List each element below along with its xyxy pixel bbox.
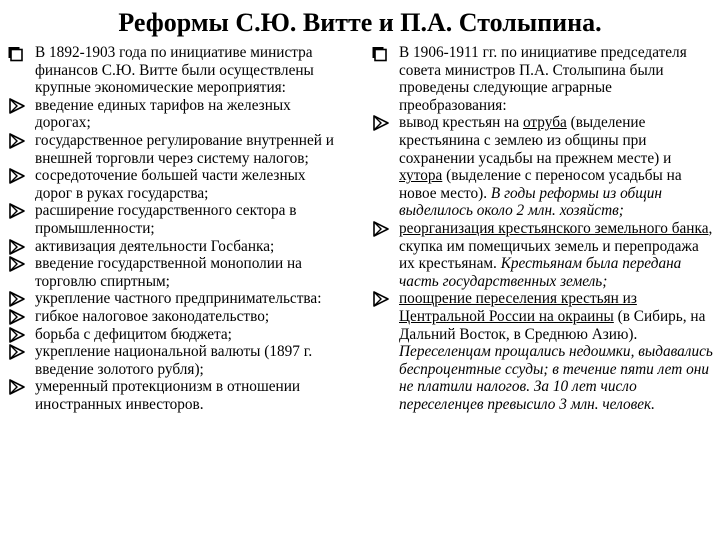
list-item-text: расширение государственного сектора в промышленности;: [35, 202, 297, 237]
witte-reforms-column: [6, 44, 346, 413]
list-item-text: борьба с дефицитом бюджета;: [35, 325, 232, 343]
arrow-bullet-icon: [7, 132, 29, 150]
checkbox-bullet-icon: [7, 44, 29, 62]
list-item: [370, 220, 713, 290]
list-item-text: гибкое налоговое законодательство;: [35, 307, 270, 325]
list-item-text: укрепление национальной валюты (1897 г. введение золотого рубля);: [35, 343, 313, 378]
arrow-bullet-icon: [7, 343, 29, 361]
list-item: [370, 114, 713, 220]
list-item-text: государственное регулирование внутренней и внешней торговли через систему налогов;: [35, 131, 334, 167]
list-item: [6, 326, 346, 344]
witte-intro-text: В 1892-1903 года по инициативе министра финансов С.Ю. Витте были осуществлены крупные экономические мероприятия:: [35, 44, 314, 97]
list-item: [370, 290, 713, 413]
checkbox-bullet-icon: [371, 44, 393, 62]
item-text: вывод крестьян на: [399, 114, 523, 132]
list-item-text: укрепление частного предпринимательства:: [35, 290, 322, 308]
bank-term: реорганизация крестьянского земельного банка: [399, 219, 709, 237]
item-note: В годы реформы из общин выделилось около 2 млн. хозяйств;: [399, 184, 662, 220]
arrow-bullet-icon: [371, 290, 393, 308]
witte-intro: [6, 44, 346, 97]
item-text: (выделение с переносом усадьбы на новое место).: [399, 167, 682, 202]
arrow-bullet-icon: [7, 167, 29, 185]
list-item: [6, 167, 346, 202]
arrow-bullet-icon: [7, 290, 29, 308]
arrow-bullet-icon: [7, 378, 29, 396]
item-text: (выделение крестьянина с землею из общины при сохранении усадьбы на прежнем месте) и: [399, 114, 672, 167]
otrub-term: отруба: [522, 114, 567, 132]
item-note: Переселенцам прощались недоимки, выдавались беспроцентные ссуды; в течение пяти лет они не платили налогов. За 10 лет число переселенцев превысило 3 млн. человек.: [399, 343, 713, 413]
slide-title: Реформы С.Ю. Витте и П.А. Столыпина.: [118, 8, 602, 37]
list-item-text: сосредоточение большей части железных дорог в руках государства;: [35, 167, 306, 202]
list-item-text: активизация деятельности Госбанка;: [35, 237, 275, 255]
item-note: Крестьянам была передана часть государственных земель;: [399, 255, 682, 290]
stolypin-intro: [370, 44, 713, 114]
list-item: [6, 202, 346, 237]
list-item-text: введение государственной монополии на торговлю спиртным;: [35, 255, 302, 290]
arrow-bullet-icon: [7, 255, 29, 273]
list-item: [6, 290, 346, 308]
list-item: [6, 308, 346, 326]
arrow-bullet-icon: [371, 114, 393, 132]
list-item: [6, 97, 346, 132]
list-item-text: введение единых тарифов на железных дорогах;: [35, 96, 291, 132]
resettlement-term: поощрение переселения крестьян из Центральной России на окраины: [399, 290, 637, 325]
item-text: , скупка им помещичьих земель и перепродажа их крестьянам.: [399, 219, 713, 273]
arrow-bullet-icon: [371, 220, 393, 238]
list-item: [6, 238, 346, 256]
list-item: [6, 132, 346, 167]
arrow-bullet-icon: [7, 238, 29, 256]
khutor-term: хутора: [399, 167, 443, 185]
arrow-bullet-icon: [7, 97, 29, 115]
stolypin-reforms-column: [370, 44, 713, 413]
list-item: [6, 343, 346, 378]
item-text: (в Сибирь, на Дальний Восток, в Среднюю Азию).: [399, 307, 706, 343]
list-item-text: умеренный протекционизм в отношении иностранных инвесторов.: [35, 378, 301, 413]
list-item: [6, 378, 346, 413]
stolypin-intro-text: В 1906-1911 гг. по инициативе председателя совета министров П.А. Столыпина были проведены следующие аграрные преобразования:: [399, 44, 687, 114]
arrow-bullet-icon: [7, 308, 29, 326]
arrow-bullet-icon: [7, 326, 29, 344]
arrow-bullet-icon: [7, 202, 29, 220]
list-item: [6, 255, 346, 290]
